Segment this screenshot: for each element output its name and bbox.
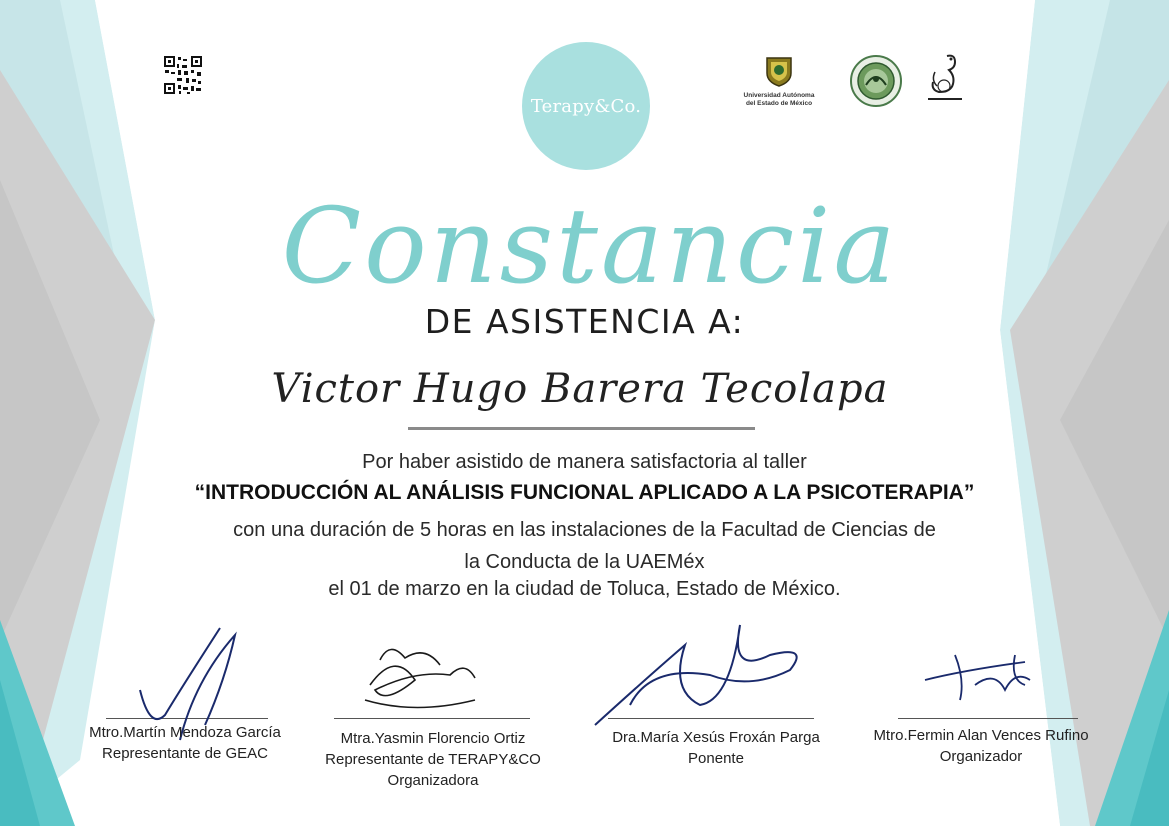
signatory-4 xyxy=(845,725,1117,767)
signature-3 xyxy=(590,615,820,735)
terapy-co-logo xyxy=(522,42,650,170)
body-line-3-text: la Conducta de la UAEMéx xyxy=(464,551,705,573)
signatory-2-role2: Organizadora xyxy=(387,772,479,789)
signatory-3-role: Ponente xyxy=(688,750,744,767)
faculty-seal-icon xyxy=(850,55,902,107)
title-text: Constancia xyxy=(281,185,899,307)
workshop-title: “INTRODUCCIÓN AL ANÁLISIS FUNCIONAL APLICADO A LA PSICOTERAPIA” xyxy=(194,481,975,504)
signatory-4-role: Organizador xyxy=(939,748,1023,765)
signatory-3 xyxy=(570,727,862,769)
signatory-2-name: Mtra.Yasmin Florencio Ortiz xyxy=(340,730,526,747)
body-line-2 xyxy=(0,514,1169,578)
qr-code xyxy=(163,55,203,95)
logo-text: Terapy&Co. xyxy=(530,95,642,117)
signature-2 xyxy=(355,630,505,720)
body-line-1: Por haber asistido de manera satisfactoria al taller xyxy=(362,451,807,473)
signatory-2 xyxy=(292,728,574,791)
uaem-shield-icon xyxy=(762,55,796,87)
body-line-4: el 01 de marzo en la ciudad de Toluca, Estado de México. xyxy=(328,578,841,600)
signatory-4-name: Mtro.Fermin Alan Vences Rufino xyxy=(873,727,1089,744)
uaem-caption-line1: Universidad Autónoma xyxy=(743,92,815,99)
signature-line-4 xyxy=(898,718,1078,719)
geac-logo-icon xyxy=(925,50,965,106)
signatory-3-name: Dra.María Xesús Froxán Parga xyxy=(612,729,820,746)
certificate-title xyxy=(281,170,899,320)
recipient-name-text: Victor Hugo Barera Tecolapa xyxy=(271,366,889,412)
uaem-logo xyxy=(738,55,820,107)
signatory-2-role: Representante de TERAPY&CO xyxy=(325,751,541,768)
signatory-1 xyxy=(40,722,330,764)
certificate-subtitle: DE ASISTENCIA A: xyxy=(424,302,745,341)
uaem-caption-line2: del Estado de México xyxy=(745,99,813,107)
recipient-underline xyxy=(408,427,755,430)
signature-4 xyxy=(915,640,1045,710)
signatory-1-name: Mtro.Martín Mendoza García xyxy=(89,724,281,741)
signatory-1-role: Representante de GEAC xyxy=(102,745,268,762)
body-line-2-text: con una duración de 5 horas en las instalaciones de la Facultad de Ciencias de xyxy=(233,519,936,541)
recipient-name xyxy=(271,350,889,430)
